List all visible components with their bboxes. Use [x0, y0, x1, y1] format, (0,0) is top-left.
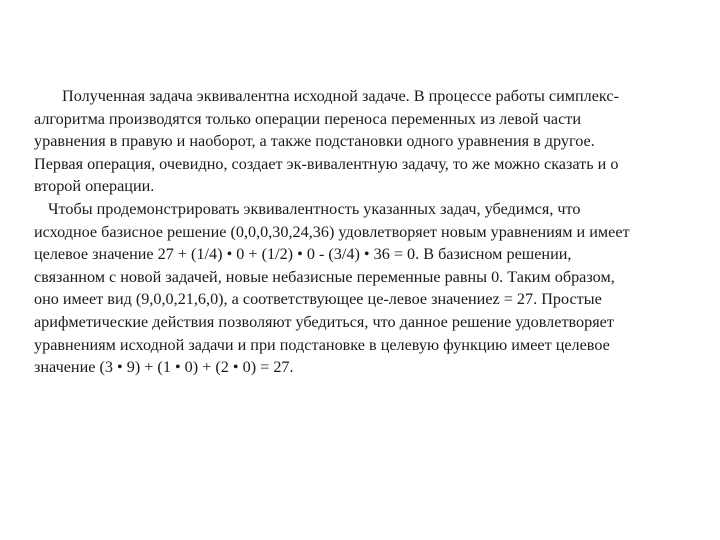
paragraph-2-line-5: оно имеет вид (9,0,0,21,6,0), а соответствующее це-левое значениеz = 27. Простые — [34, 290, 602, 309]
paragraph-2-line-6: арифметические действия позволяют убедиться, что данное решение удовлетворяет — [34, 312, 614, 331]
paragraph-2-line-8: значение (3 • 9) + (1 • 0) + (2 • 0) = 27. — [34, 358, 294, 377]
paragraph-1-line-2: алгоритма производятся только операции переноса переменных из левой части — [34, 109, 582, 128]
paragraph-2-line-1: Чтобы продемонстрировать эквивалентность указанных задач, убедимся, что — [48, 199, 581, 218]
paragraph-1-line-4: Первая операция, очевидно, создает эк-вивалентную задачу, то же можно сказать и о — [34, 154, 619, 173]
paragraph-2-line-4: связанном с новой задачей, новые небазисные переменные равны 0. Таким образом, — [34, 267, 615, 286]
paragraph-2-line-2: исходное базисное решение (0,0,0,30,24,36) удовлетворяет новым уравнениям и имеет — [34, 222, 630, 241]
paragraph-1-line-1: Полученная задача эквивалентна исходной задаче. В процессе работы симплекс- — [62, 87, 619, 105]
paragraph-1-line-5: второй операции. — [34, 177, 155, 196]
body-text — [34, 85, 694, 379]
paragraph-2-line-3: целевое значение 27 + (1/4) • 0 + (1/2) • 0 - (3/4) • 36 = 0. В базисном решении, — [34, 245, 572, 264]
paragraph-1-line-3: уравнения в правую и наоборот, а также подстановки одного уравнения в другое. — [34, 132, 595, 151]
paragraph-2-line-7: уравнениям исходной задачи и при подстановке в целевую функцию имеет целевое — [34, 335, 610, 354]
